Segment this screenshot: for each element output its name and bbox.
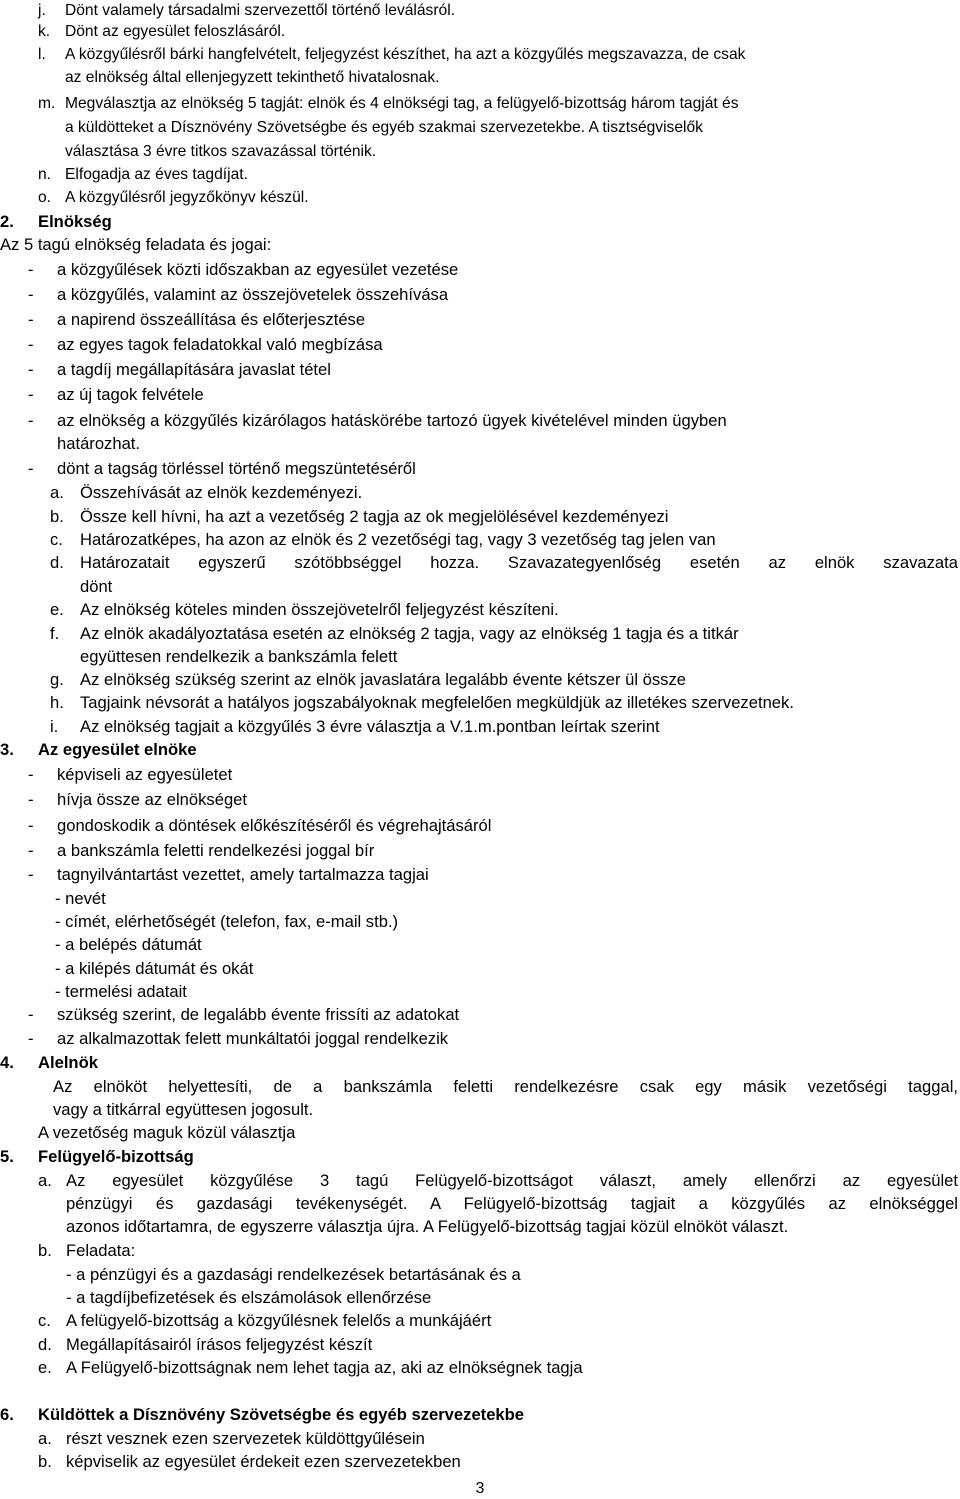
bullet-item: - dönt a tagság törléssel történő megszüntetéséről [28,459,416,478]
section-5-item-d: d. Megállapításairól írásos feljegyzést készít [38,1335,373,1354]
bullet-item: - szükség szerint, de legalább évente frissíti az adatokat [28,1005,460,1024]
section-6-heading: 6. Küldöttek a Dísznövény Szövetségbe és egyéb szervezetekbe [0,1405,525,1424]
list-item-n: n. Elfogadja az éves tagdíjat. [38,166,248,183]
sub-detail: - termelési adatait [55,982,187,1001]
bullet-item: - hívja össze az elnökséget [28,790,248,809]
section-5-heading: 5. Felügyelő-bizottság [0,1147,194,1166]
bullet-item: - az alkalmazottak felett munkáltatói joggal rendelkezik [28,1029,449,1048]
list-item-m-cont1: a küldötteket a Dísznövény Szövetségbe és egyéb szakmai szervezetekbe. A tisztségviselők [65,119,703,136]
sub-item-f: f. Az elnök akadályoztatása esetén az elnökség 2 tagja, vagy az elnökség 1 tagja és a titkár [50,624,739,643]
section-6-item-b: b. képviselik az egyesület érdekeit ezen szervezetekben [38,1452,461,1471]
bullet-item: - a közgyűlések közti időszakban az egyesület vezetése [28,260,459,279]
sub-item-b: b. Össze kell hívni, ha azt a vezetőség 2 tagja az ok megjelölésével kezdeményezi [50,507,669,526]
sub-item-g: g. Az elnökség szükség szerint az elnök javaslatára legalább évente kétszer ül össze [50,670,687,689]
sub-detail: - a kilépés dátumát és okát [55,959,254,978]
bullet-item: - képviseli az egyesületet [28,765,233,784]
bullet-item: - a napirend összeállítása és előterjesztése [28,310,366,329]
sub-item-f-cont: együttesen rendelkezik a bankszámla felett [80,647,398,666]
list-item-j: j. Dönt valamely társadalmi szervezettől történő leválásról. [38,2,456,19]
list-item-m: m. Megválasztja az elnökség 5 tagját: elnök és 4 elnökségi tag, a felügyelő-bizottság három tagját és [38,95,739,112]
bullet-item: - az egyes tagok feladatokkal való megbízása [28,335,383,354]
section-4-paragraph-cont: vagy a titkárral együttesen jogosult. [53,1100,314,1119]
bullet-item: - tagnyilvántartást vezettet, amely tartalmazza tagjai [28,865,429,884]
sub-detail: - nevét [55,889,106,908]
sub-item-i: i. Az elnökség tagjait a közgyűlés 3 évre választja a V.1.m.pontban leírtak szerint [50,717,660,736]
sub-item-h: h. Tagjaink névsorát a hatályos jogszabályoknak megfelelően megküldjük az illetékes szervezetnek. [50,693,794,712]
sub-item-e: e. Az elnökség köteles minden összejövetelről feljegyzést készíteni. [50,600,559,619]
bullet-item: - a közgyűlés, valamint az összejövetelek összehívása [28,285,449,304]
sub-item-d: d. Határozatait egyszerű szótöbbséggel hozza. Szavazategyenlőség esetén az elnök szavazata [50,553,958,572]
sub-detail: - címét, elérhetőségét (telefon, fax, e-mail stb.) [55,912,399,931]
sub-detail: - a tagdíjbefizetések és elszámolások ellenőrzése [66,1288,432,1307]
bullet-item: - gondoskodik a döntések előkészítéséről és végrehajtásáról [28,816,492,835]
section-2-intro: Az 5 tagú elnökség feladata és jogai: [0,235,272,254]
section-4-heading: 4. Alelnök [0,1053,98,1072]
section-5-item-a-cont: azonos időtartamra, de egyszerre választja újra. A Felügyelő-bizottság tagjai közül elnököt választ. [66,1217,789,1236]
page-number: 3 [475,1480,485,1497]
bullet-item-cont: határozhat. [57,434,141,453]
list-item-m-cont2: választása 3 évre titkos szavazással történik. [65,143,377,160]
bullet-item: - a bankszámla feletti rendelkezési joggal bír [28,841,375,860]
section-5-item-e: e. A Felügyelő-bizottságnak nem lehet tagja az, aki az elnökségnek tagja [38,1358,583,1377]
sub-detail: - a belépés dátumát [55,935,202,954]
sub-item-a: a. Összehívását az elnök kezdeményezi. [50,483,363,502]
section-2-heading: 2. Elnökség [0,212,112,231]
bullet-item: - az új tagok felvétele [28,385,204,404]
section-3-heading: 3. Az egyesület elnöke [0,740,197,759]
list-item-o: o. A közgyűlésről jegyzőkönyv készül. [38,189,309,206]
bullet-item: - a tagdíj megállapítására javaslat tétel [28,360,331,379]
section-4-paragraph-2: A vezetőség maguk közül választja [38,1123,296,1142]
section-5-item-b: b. Feladata: [38,1241,136,1260]
list-item-l: l. A közgyűlésről bárki hangfelvételt, feljegyzést készíthet, ha azt a közgyűlés megszavazza, de csak [38,46,746,63]
sub-detail: - a pénzügyi és a gazdasági rendelkezések betartásának és a [66,1265,521,1284]
bullet-item: - az elnökség a közgyűlés kizárólagos hatáskörébe tartozó ügyek kivételével minden ügyben [28,411,727,430]
section-4-paragraph: Az elnököt helyettesíti, de a bankszámla feletti rendelkezésre csak egy másik vezetőségi taggal, [53,1077,958,1096]
section-5-item-a-cont: pénzügyi és gazdasági tevékenységét. A Felügyelő-bizottság tagjait a közgyűlés az elnökséggel [66,1194,958,1213]
list-item-k: k. Dönt az egyesület feloszlásáról. [38,23,286,40]
section-5-item-a: a. Az egyesület közgyűlése 3 tagú Felügyelő-bizottságot választ, amely ellenőrzi az egyesület [38,1171,958,1190]
list-item-l-cont: az elnökség által ellenjegyzett tekinthető hivatalosnak. [65,69,440,86]
section-6-item-a: a. részt vesznek ezen szervezetek küldöttgyűlésein [38,1429,425,1448]
section-5-item-c: c. A felügyelő-bizottság a közgyűlésnek felelős a munkájáért [38,1311,492,1330]
sub-item-c: c. Határozatképes, ha azon az elnök és 2 vezetőségi tag, vagy 3 vezetőség tag jelen van [50,530,716,549]
sub-item-d-cont: dönt [80,577,113,596]
